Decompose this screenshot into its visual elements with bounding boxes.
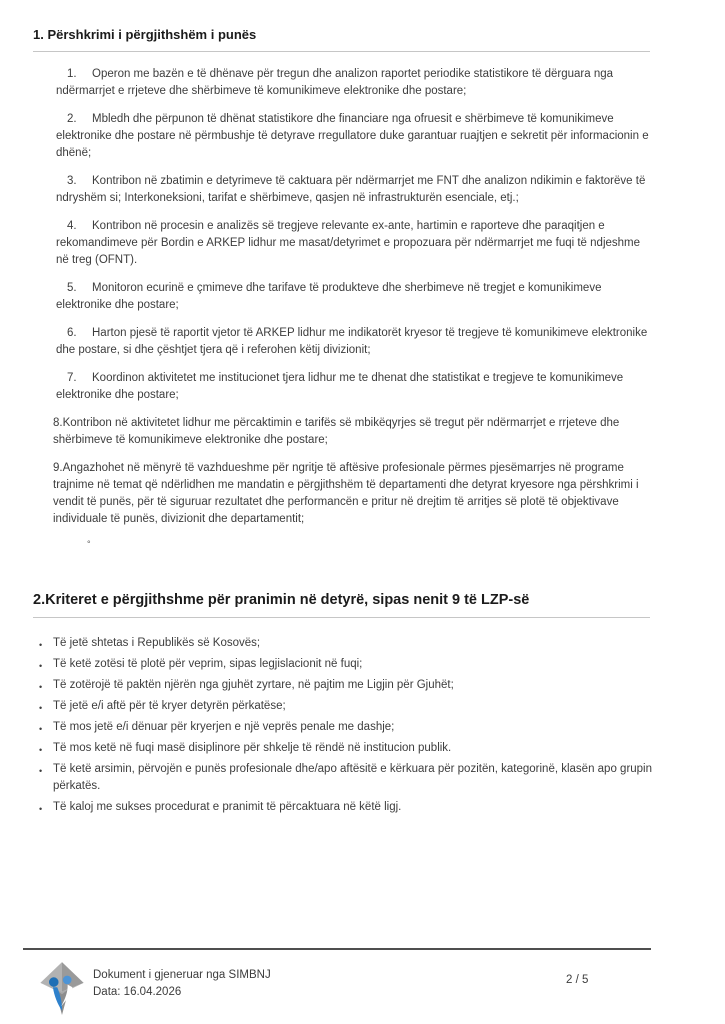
item-number: 3. [67,175,77,187]
bullet-icon: • [39,745,43,755]
bullet-text: Të mos jetë e/i dënuar për kryerjen e një veprës penale me dashje; [53,721,395,733]
simbnj-logo-icon [36,961,88,1017]
item-text: Harton pjesë të raportit vjetor të ARKEP lidhur me indikatorët kryesor të tregjeve të komunikimeve elektronike dhe postare, si dhe çështjet tjera që i referohen këtij divizionit; [56,327,648,356]
numbered-item [33,218,655,269]
bullet-text: Të jetë e/i aftë për të kryer detyrën përkatëse; [53,700,286,712]
bullet-item [38,698,655,715]
numbered-list [33,66,655,404]
item-text: Koordinon aktivitetet me institucionet tjera lidhur me te dhenat dhe statistikat e tregjeve te komunikimeve elektronike dhe postare; [56,372,624,401]
footer-info [93,967,271,1000]
criteria-bullet-list [38,635,655,816]
bullet-item [38,719,655,736]
bullet-item [38,656,655,673]
paragraph-item: 9.Angazhohet në mënyrë të vazhdueshme për ngritje të aftësive profesionale përmes pjesëmarrjes në programe trajnime në temat që ndërlidhen me mandatin e përgjithshëm të departamenti dhe detyrat kryesore nga përshkrimi i vendit të punës, për të siguruar rezultatet dhe performancën e pritur në drejtim të arritjes së plotë të objektivave individuale të punës, divizionit dhe departamentit; [53,462,639,525]
bullet-icon: • [39,766,43,776]
numbered-item [33,280,655,314]
bullet-text: Të jetë shtetas i Republikës së Kosovës; [53,637,261,649]
section1-heading: 1. Përshkrimi i përgjithshëm i punës [33,27,257,42]
bullet-item [38,761,655,795]
footer-divider [23,948,651,950]
paragraph-item: 8.Kontribon në aktivitetet lidhur me përcaktimin e tarifës së mbikëqyrjes së tregut për ndërmarrjet e rrjeteve dhe shërbimeve të komunikimeve elektronike dhe postare; [53,417,620,446]
item-number: 1. [67,68,77,80]
bullet-item [38,740,655,757]
document-content [33,26,655,820]
item-text: Kontribon në procesin e analizës së tregjeve relevante ex-ante, hartimin e raporteve dhe paraqitjen e rekomandimeve për Bordin e ARKEP lidhur me masat/detyrimet e propozuara për ndërmarrjet me fuqi të ndjeshme në treg (OFNT). [56,220,641,266]
bullet-icon: • [39,724,43,734]
item-number: 4. [67,220,77,232]
item-text: Kontribon në zbatimin e detyrimeve të caktuara për ndërmarrjet me FNT dhe analizon ndikimin e faktorëve të ndryshëm si; Interkoneksioni, tarifat e shërbimeve, qasjen në infrastrukturën esenciale, etj.; [56,175,646,204]
section2-heading: 2.Kriteret e përgjithshme për pranimin në detyrë, sipas nenit 9 të LZP-së [33,592,530,608]
bullet-icon: • [39,703,43,713]
bullet-icon: • [39,661,43,671]
numbered-item [33,111,655,162]
item-text: Operon me bazën e të dhënave për tregun dhe analizon raportet periodike statistikore të dërguara nga ndërmarrjet e rrjeteve dhe shërbimeve të komunikimeve elektronike dhe postare; [56,68,614,97]
stray-degree-symbol: ° [87,539,91,549]
paragraph-list [33,415,655,528]
item-number: 2. [67,113,77,125]
numbered-item [33,66,655,100]
item-number: 5. [67,282,77,294]
footer-date-line: Data: 16.04.2026 [93,985,182,998]
numbered-item [33,370,655,404]
bullet-text: Të ketë arsimin, përvojën e punës profesionale dhe/apo aftësitë e kërkuara për pozitën, kategorinë, klasën apo grupin përkatës. [53,763,653,792]
item-number: 7. [67,372,77,384]
bullet-icon: • [39,640,43,650]
item-number: 6. [67,327,77,339]
bullet-text: Të kaloj me sukses procedurat e pranimit të përcaktuara në këtë ligj. [53,801,402,813]
section2-divider [33,617,650,618]
bullet-text: Të zotërojë të paktën njërën nga gjuhët zyrtare, në pajtim me Ligjin për Gjuhët; [53,679,454,691]
page-number: 2 / 5 [566,974,589,986]
numbered-item [33,173,655,207]
bullet-text: Të mos ketë në fuqi masë disiplinore për shkelje të rëndë në institucion publik. [53,742,452,754]
footer-generated-line: Dokument i gjeneruar nga SIMBNJ [93,969,271,981]
bullet-item [38,677,655,694]
numbered-item [33,325,655,359]
bullet-icon: • [39,682,43,692]
bullet-item [38,799,655,816]
item-text: Mbledh dhe përpunon të dhënat statistikore dhe financiare nga ofruesit e shërbimeve të komunikimeve elektronike dhe postare në përmbushje të detyrave rregullatore duke garantuar ruajtjen e sekretit për informacionin e dhënë; [56,113,649,159]
bullet-text: Të ketë zotësi të plotë për veprim, sipas legjislacionit në fuqi; [53,658,363,670]
section1-divider [33,51,650,52]
bullet-item [38,635,655,652]
bullet-icon: • [39,804,43,814]
item-text: Monitoron ecurinë e çmimeve dhe tarifave të produkteve dhe sherbimeve në tregjet e komunikimeve elektronike dhe postare; [56,282,602,311]
